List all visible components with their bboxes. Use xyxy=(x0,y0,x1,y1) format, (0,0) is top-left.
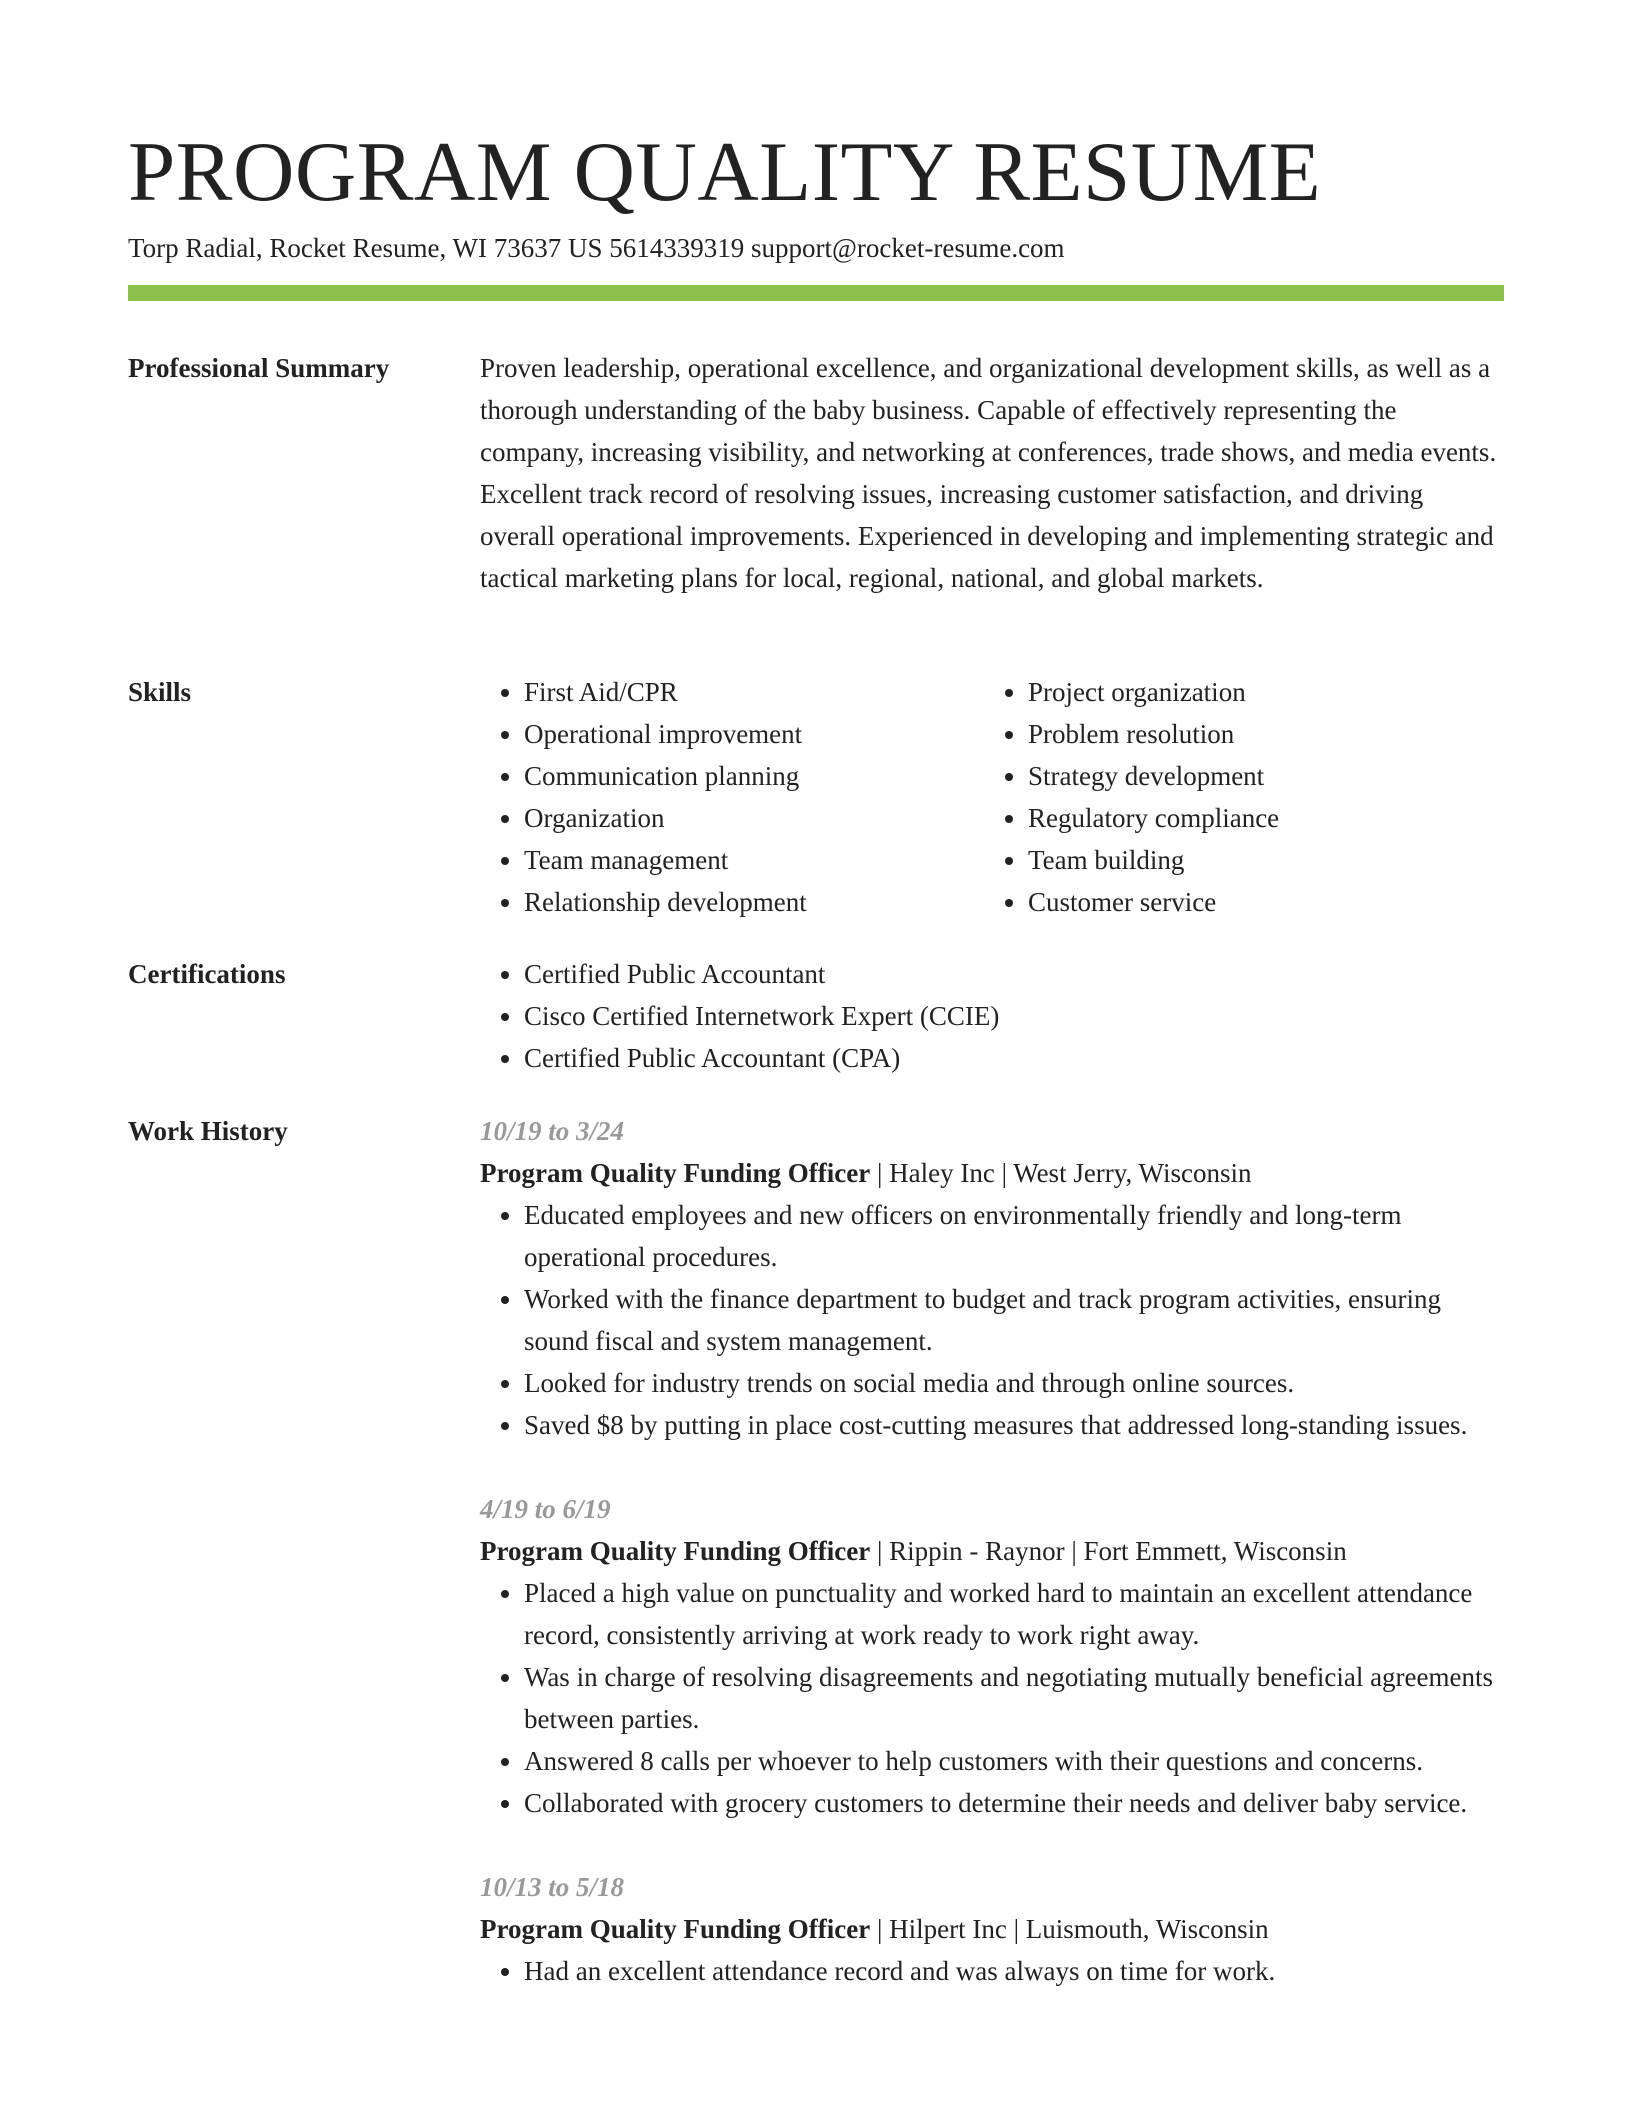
job-bullet: • Educated employees and new officers on environmentally friendly and long-term operational procedures. xyxy=(524,1194,1504,1278)
skill-item: • First Aid/CPR xyxy=(524,671,984,713)
skill-item: • Project organization xyxy=(1028,671,1488,713)
certification-item: • Cisco Certified Internetwork Expert (CCIE) xyxy=(524,995,1504,1037)
job-dates: 4/19 to 6/19 xyxy=(480,1494,611,1524)
job-bullet: • Had an excellent attendance record and was always on time for work. xyxy=(524,1950,1504,1992)
job-details: | Hilpert Inc | Luismouth, Wisconsin xyxy=(870,1914,1269,1944)
skills-body xyxy=(480,671,1504,923)
job-bullet: • Was in charge of resolving disagreements and negotiating mutually beneficial agreements between parties. xyxy=(524,1656,1504,1740)
skill-item: • Customer service xyxy=(1028,881,1488,923)
skills-list-left xyxy=(480,671,984,923)
summary-body xyxy=(480,347,1504,599)
job-details: | Rippin - Raynor | Fort Emmett, Wisconsin xyxy=(870,1536,1347,1566)
job-heading xyxy=(480,1530,1504,1572)
summary-text: Proven leadership, operational excellence, and organizational development skills, as well as a thorough understanding of the baby business. Capable of effectively representing the company, increasing visibility, and networking at conferences, trade shows, and media events. Excellent track record of resolving issues, increasing customer satisfaction, and driving overall operational improvements. Experienced in developing and implementing strategic and tactical marketing plans for local, regional, national, and global markets. xyxy=(480,353,1497,593)
job-bullet: • Looked for industry trends on social media and through online sources. xyxy=(524,1362,1504,1404)
skill-item: • Team building xyxy=(1028,839,1488,881)
skills-columns xyxy=(480,671,1504,923)
job-bullet: • Saved $8 by putting in place cost-cutting measures that addressed long-standing issues. xyxy=(524,1404,1504,1446)
skill-item: • Team management xyxy=(524,839,984,881)
skill-item: • Relationship development xyxy=(524,881,984,923)
section-label-skills: Skills xyxy=(128,677,192,707)
skills-list-right xyxy=(984,671,1488,923)
certifications-list xyxy=(480,953,1504,1079)
section-label-certifications: Certifications xyxy=(128,959,286,989)
job-entry xyxy=(480,1866,1504,1992)
job-details: | Haley Inc | West Jerry, Wisconsin xyxy=(870,1158,1252,1188)
certifications-body xyxy=(480,953,1504,1079)
skill-item: • Organization xyxy=(524,797,984,839)
job-bullet: • Answered 8 calls per whoever to help customers with their questions and concerns. xyxy=(524,1740,1504,1782)
job-title: Program Quality Funding Officer xyxy=(480,1158,871,1188)
skill-item: • Problem resolution xyxy=(1028,713,1488,755)
certification-item: • Certified Public Accountant (CPA) xyxy=(524,1037,1504,1079)
work-history-body xyxy=(480,1110,1504,2034)
section-label-work-history: Work History xyxy=(128,1116,288,1146)
job-heading xyxy=(480,1152,1504,1194)
job-title: Program Quality Funding Officer xyxy=(480,1536,871,1566)
job-entry xyxy=(480,1110,1504,1446)
skill-item: • Operational improvement xyxy=(524,713,984,755)
certification-item: • Certified Public Accountant xyxy=(524,953,1504,995)
job-bullets xyxy=(480,1194,1504,1446)
job-dates: 10/19 to 3/24 xyxy=(480,1116,625,1146)
skill-item: • Communication planning xyxy=(524,755,984,797)
job-bullet: • Worked with the finance department to budget and track program activities, ensuring sound fiscal and system management. xyxy=(524,1278,1504,1362)
job-bullets xyxy=(480,1950,1504,1992)
job-heading xyxy=(480,1908,1504,1950)
job-bullet: • Collaborated with grocery customers to determine their needs and deliver baby service. xyxy=(524,1782,1504,1824)
job-title: Program Quality Funding Officer xyxy=(480,1914,871,1944)
contact-line: Torp Radial, Rocket Resume, WI 73637 US 5614339319 support@rocket-resume.com xyxy=(128,233,1065,263)
job-dates: 10/13 to 5/18 xyxy=(480,1872,625,1902)
skill-item: • Regulatory compliance xyxy=(1028,797,1488,839)
header-divider xyxy=(128,285,1504,301)
job-bullets xyxy=(480,1572,1504,1824)
job-bullet: • Placed a high value on punctuality and worked hard to maintain an excellent attendance record, consistently arriving at work ready to work right away. xyxy=(524,1572,1504,1656)
skill-item: • Strategy development xyxy=(1028,755,1488,797)
job-entry xyxy=(480,1488,1504,1824)
resume-title: PROGRAM QUALITY RESUME xyxy=(128,125,1322,219)
section-label-summary: Professional Summary xyxy=(128,353,390,383)
